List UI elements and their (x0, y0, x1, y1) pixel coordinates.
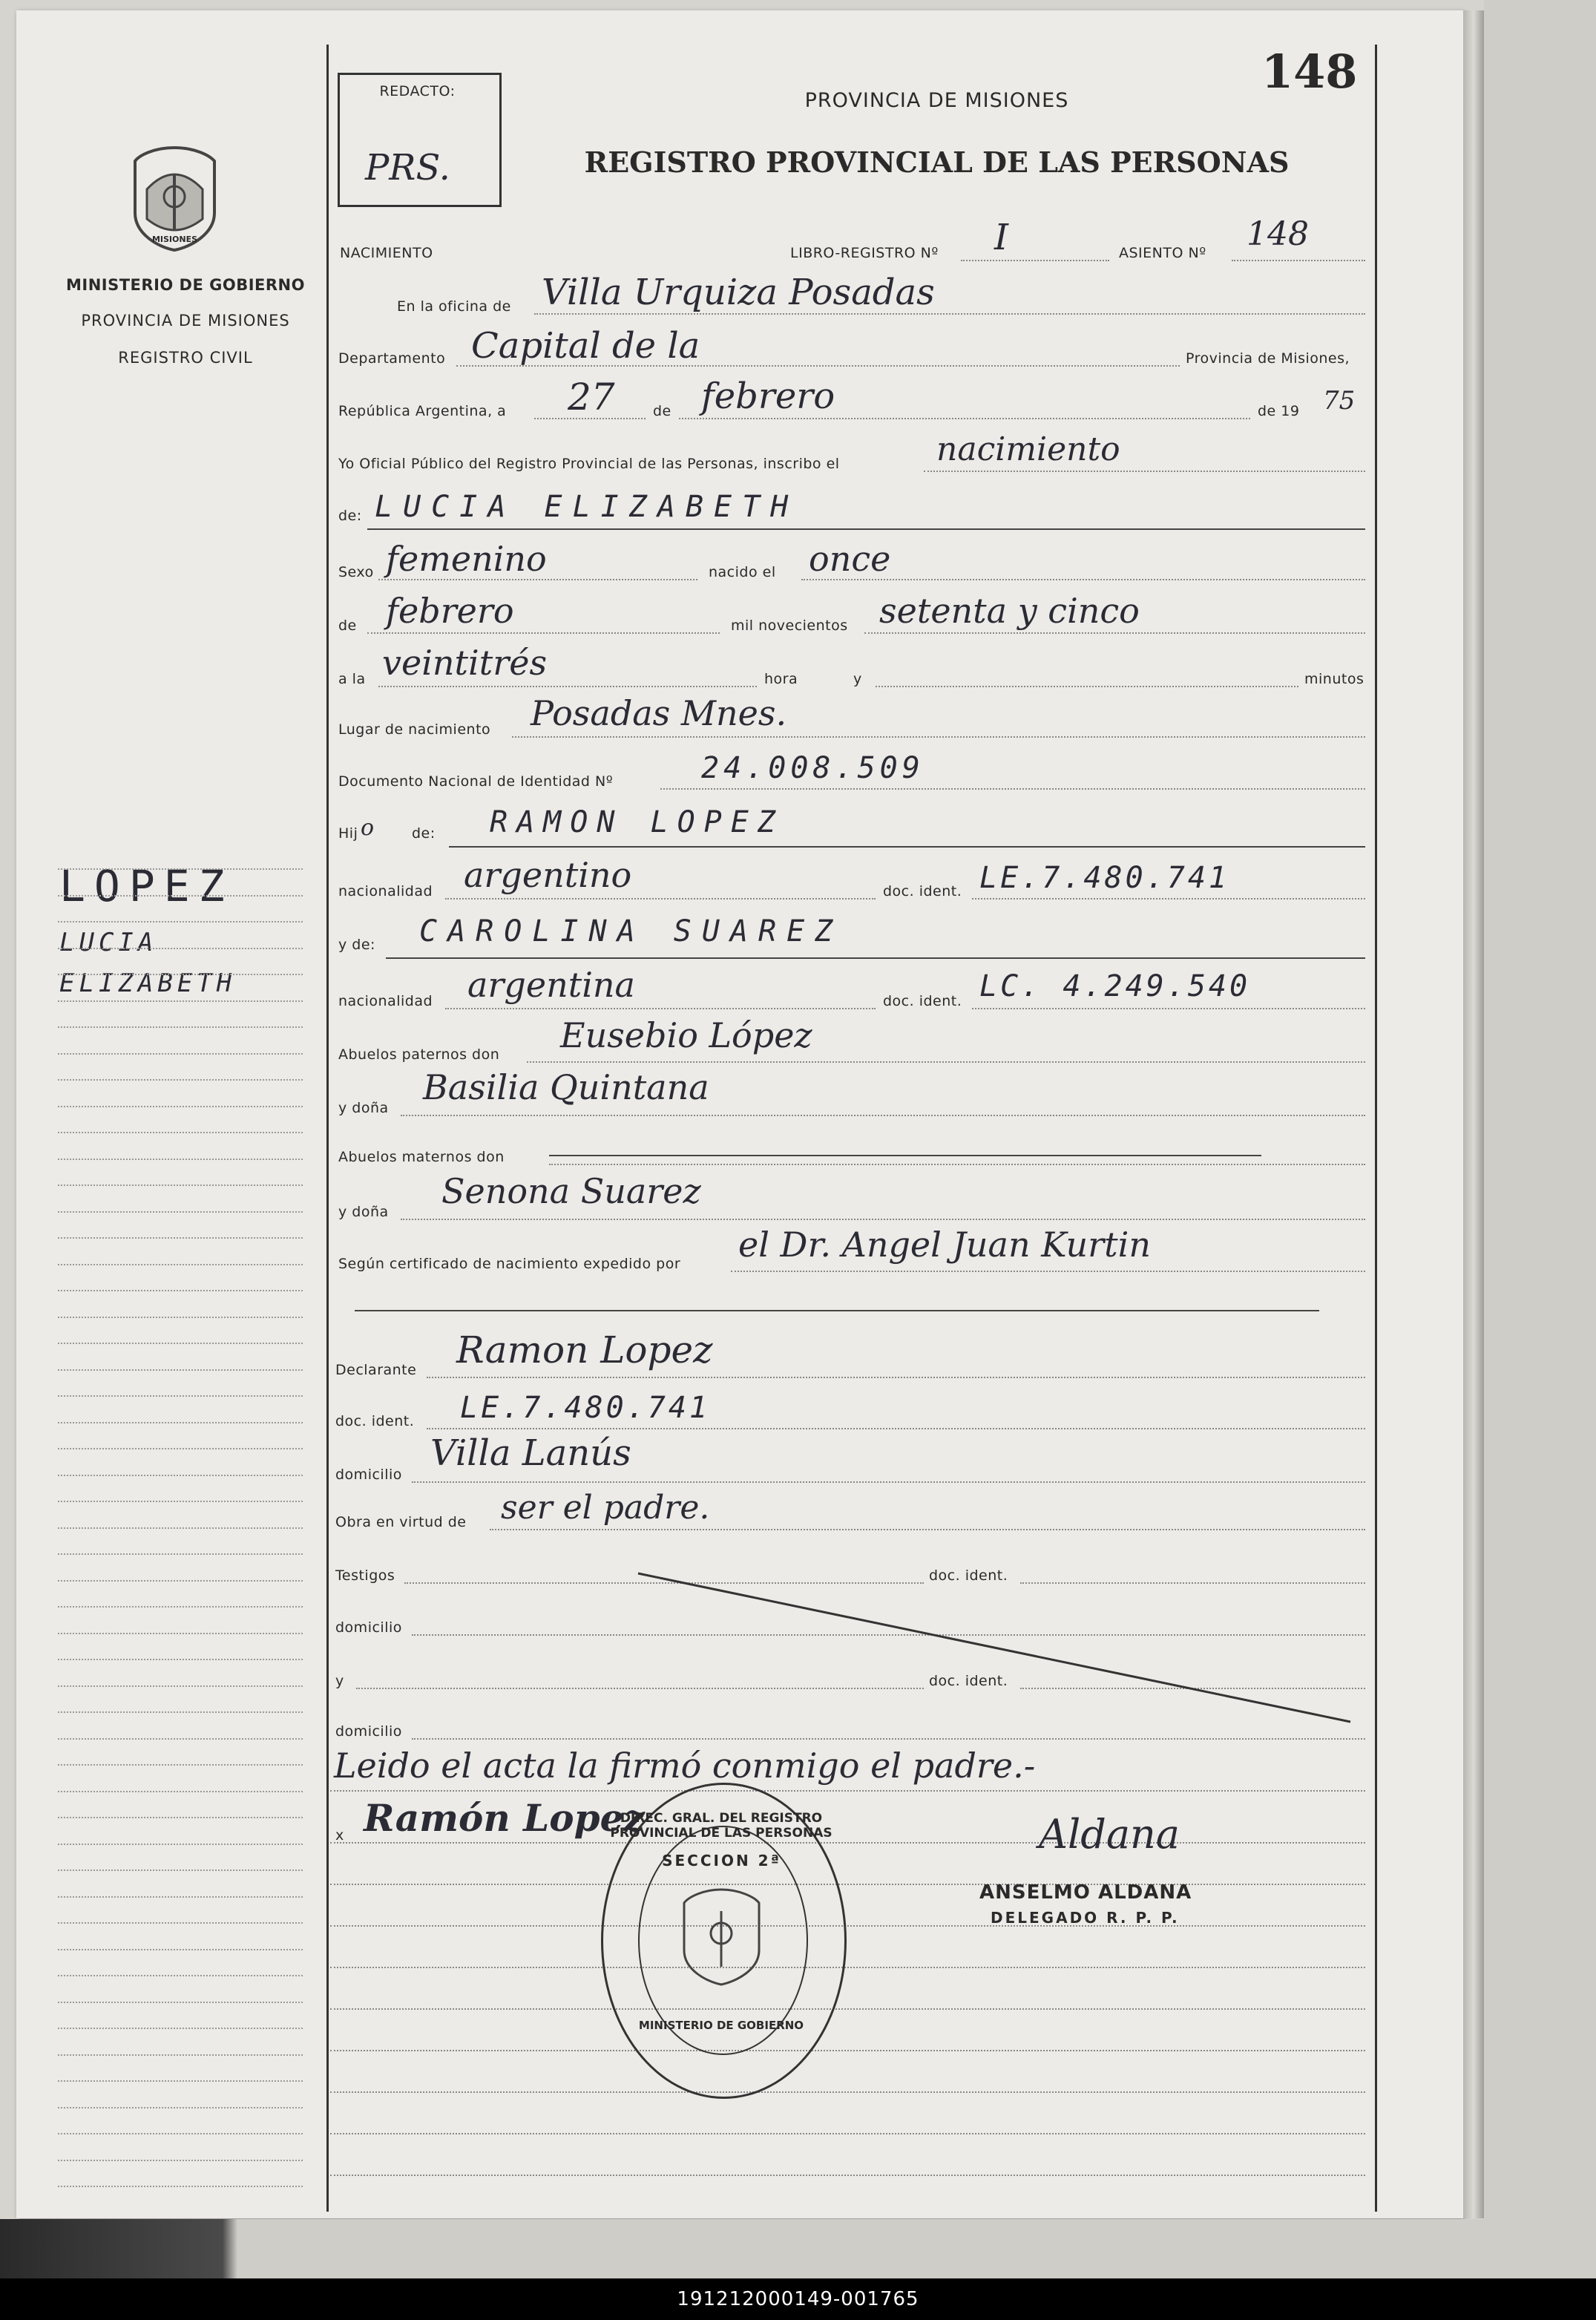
y2-label: y (335, 1673, 344, 1689)
margin-rule-line (58, 1211, 303, 1213)
libro-value: I (994, 217, 1008, 258)
lower-rule-line (330, 1967, 1365, 1968)
nac1-value: argentino (464, 855, 632, 895)
nac2-value: argentina (467, 965, 635, 1005)
margin-rule-line (58, 1159, 303, 1160)
anio-line (864, 632, 1365, 634)
asiento-line (1232, 260, 1365, 261)
lower-rule-line (330, 2008, 1365, 2010)
asiento-label: ASIENTO Nº (1119, 245, 1206, 261)
margin-rule-line (58, 1817, 303, 1818)
madre-line (386, 957, 1365, 959)
stamp-section: SECCION 2ª (662, 1852, 781, 1870)
margin-rule-line (58, 1764, 303, 1766)
margin-rule-line (58, 1475, 303, 1476)
de-label: de (653, 403, 671, 419)
domicilio-value: Villa Lanús (430, 1432, 631, 1474)
oficial-line (924, 471, 1365, 472)
lower-rule-line (330, 2175, 1365, 2176)
dni-value: 24.008.509 (701, 751, 925, 785)
departamento-value: Capital de la (471, 325, 700, 367)
nacimiento-label: NACIMIENTO (340, 245, 433, 261)
margin-rule-line (58, 1290, 303, 1291)
ab-pat-value: Eusebio López (560, 1015, 812, 1055)
nac1-label: nacionalidad (338, 883, 433, 900)
strike-line (326, 1551, 1380, 1744)
hora-value: veintitrés (382, 643, 548, 683)
anio-value: setenta y cinco (879, 591, 1140, 631)
nac2-label: nacionalidad (338, 993, 433, 1009)
margin-rule-line (58, 1106, 303, 1107)
margin-rule-line (58, 1026, 303, 1028)
margin-rule-line (58, 1000, 303, 1002)
lower-rule-line (330, 1925, 1365, 1927)
margin-rule-line (58, 2080, 303, 2082)
margin-rule-line (58, 1343, 303, 1344)
margin-rule-line (58, 1448, 303, 1449)
registry-title: REGISTRO PROVINCIAL DE LAS PERSONAS (584, 145, 1290, 179)
day-value: 27 (568, 376, 615, 419)
y-dona2-line (401, 1219, 1365, 1220)
dni-label: Documento Nacional de Identidad Nº (338, 773, 614, 790)
margin-rule-line (58, 1870, 303, 1871)
redacto-label: REDACTO: (379, 83, 456, 99)
dni-line (660, 788, 1365, 790)
de2-label: de (338, 617, 357, 634)
republica-label: República Argentina, a (338, 403, 507, 419)
oficial-value: nacimiento (936, 430, 1120, 468)
lower-rule-line (330, 2091, 1365, 2093)
leido-line (330, 1790, 1365, 1792)
sexo-label: Sexo (338, 564, 374, 580)
obra-value: ser el padre. (501, 1489, 710, 1527)
page-edge (1463, 10, 1484, 2218)
margin-rule-line (58, 1237, 303, 1239)
doc2-label: doc. ident. (883, 993, 962, 1009)
name-line (367, 528, 1365, 530)
margin-rule-line (58, 2054, 303, 2056)
hij-de-label: de: (412, 825, 436, 842)
month-value: febrero (701, 376, 835, 417)
margin-surname: LOPEZ (59, 861, 234, 911)
hora-label: hora (764, 671, 798, 687)
margin-rule-line (58, 1659, 303, 1660)
nac2-line (445, 1008, 876, 1009)
y-dona1-line (401, 1115, 1365, 1116)
year-suffix: 75 (1323, 386, 1356, 416)
oficina-label: En la oficina de (397, 298, 511, 315)
domicilio2-label: domicilio (335, 1619, 402, 1636)
margin-rule-line (58, 948, 303, 949)
margin-rule-line (58, 1580, 303, 1582)
mes2-value: febrero (386, 591, 514, 631)
ab-mat-line (549, 1155, 1261, 1156)
margin-rule-line (58, 1949, 303, 1950)
leido-value: Leido el acta la firmó conmigo el padre.- (334, 1746, 1036, 1786)
stamp-ministerio: MINISTERIO DE GOBIERNO (638, 2019, 804, 2032)
oficina-line (534, 313, 1365, 315)
margin-rule-line (58, 868, 303, 870)
margin-rule-line (58, 1184, 303, 1186)
hij-suffix: o (361, 815, 375, 841)
libro-label: LIBRO-REGISTRO Nº (790, 245, 939, 261)
segun-value: el Dr. Angel Juan Kurtin (738, 1225, 1151, 1265)
margin-rule-line (58, 1501, 303, 1502)
padre-value: RAMON LOPEZ (490, 805, 784, 839)
y-dona1-label: y doña (338, 1100, 389, 1116)
y-dona2-value: Senona Suarez (441, 1171, 701, 1211)
margin-rule-line (58, 1317, 303, 1318)
doc1-value: LE.7.480.741 (979, 861, 1229, 895)
margin-rule-line (58, 2107, 303, 2108)
lower-rule-line (330, 2133, 1365, 2134)
margin-rule-line (58, 1606, 303, 1608)
page-bottom-shadow (0, 2219, 1596, 2278)
domicilio-label: domicilio (335, 1467, 402, 1483)
mil-label: mil novecientos (731, 617, 848, 634)
margin-rule-line (58, 1527, 303, 1529)
declarante-line (427, 1377, 1365, 1378)
margin-rule-line (58, 1132, 303, 1133)
margin-rule-line (58, 1553, 303, 1555)
margin-rule-line (58, 1738, 303, 1740)
y-dona1-value: Basilia Quintana (423, 1067, 709, 1107)
margin-rule-line (58, 1896, 303, 1898)
doc3-value: LE.7.480.741 (460, 1391, 710, 1425)
segun-end-line (355, 1310, 1319, 1311)
firma-value: Ramón Lopez (364, 1796, 645, 1840)
doc5-label: doc. ident. (929, 1673, 1008, 1689)
doc2-value: LC. 4.249.540 (979, 969, 1251, 1003)
oficina-value: Villa Urquiza Posadas (542, 272, 935, 313)
margin-rule-line (58, 921, 303, 923)
segun-label: Según certificado de nacimiento expedido por (338, 1256, 681, 1272)
margin-rule-line (58, 1053, 303, 1055)
seal-text: MISIONES (151, 235, 198, 244)
minutos-label: minutos (1304, 671, 1365, 687)
domicilio3-label: domicilio (335, 1723, 402, 1740)
madre-value: CAROLINA SUAREZ (419, 914, 844, 948)
domicilio-line (412, 1481, 1365, 1483)
nac1-line (445, 898, 876, 900)
margin-rule-line (58, 1369, 303, 1371)
margin-rule-line (58, 2186, 303, 2187)
declarante-label: Declarante (335, 1362, 417, 1378)
y-de-label: y de: (338, 937, 375, 953)
ministry-registry: REGISTRO CIVIL (118, 349, 253, 367)
margin-rule-line (58, 1711, 303, 1713)
stamp-crest-icon (675, 1885, 768, 1989)
declarante-value: Ramon Lopez (456, 1328, 713, 1372)
margin-rule-line (58, 2160, 303, 2161)
ministry-title: MINISTERIO DE GOBIERNO (66, 276, 305, 294)
minutos-line (876, 686, 1298, 687)
redacto-value: PRS. (365, 147, 450, 189)
official-signature: Aldana (1039, 1811, 1180, 1858)
margin-rule-line (58, 974, 303, 975)
libro-line (961, 260, 1109, 261)
margin-rule-line (58, 1685, 303, 1687)
lugar-label: Lugar de nacimiento (338, 721, 491, 738)
doc1-line (972, 898, 1365, 900)
testigos-label: Testigos (335, 1567, 395, 1584)
margin-firstname: LUCIA (59, 928, 158, 957)
footer-id: 191212000149-001765 (0, 2278, 1596, 2320)
margin-rule-line (58, 2028, 303, 2029)
obra-label: Obra en virtud de (335, 1514, 467, 1530)
doc1-label: doc. ident. (883, 883, 962, 900)
hij-label: Hij (338, 825, 358, 842)
lower-rule-line (330, 1884, 1365, 1885)
lugar-value: Posadas Mnes. (531, 693, 787, 733)
ab-mat-dots (549, 1164, 1365, 1165)
oficial-label: Yo Oficial Público del Registro Provincial de las Personas, inscribo el (338, 456, 840, 472)
y-dona2-label: y doña (338, 1204, 389, 1220)
name-value: LUCIA ELIZABETH (375, 490, 799, 524)
ab-pat-label: Abuelos paternos don (338, 1046, 500, 1063)
margin-rule-line (58, 1079, 303, 1081)
margin-rule-line (58, 1264, 303, 1265)
province-title: PROVINCIA DE MISIONES (804, 89, 1069, 112)
page-number: 148 (1261, 45, 1358, 99)
margin-rule-line (58, 2002, 303, 2003)
margin-rule-line (58, 1922, 303, 1924)
margin-rule-line (58, 1422, 303, 1423)
background-right (1484, 0, 1596, 2320)
lower-rule-line (330, 2050, 1365, 2051)
provincia-label: Provincia de Misiones, (1186, 350, 1350, 367)
right-border (1375, 45, 1377, 2212)
nacido-label: nacido el (709, 564, 776, 580)
departamento-label: Departamento (338, 350, 446, 367)
obra-line (490, 1529, 1365, 1530)
nacido-value: once (809, 539, 891, 579)
margin-rule-line (58, 895, 303, 897)
name-label: de: (338, 508, 362, 524)
doc2-line (972, 1008, 1365, 1009)
a-la-label: a la (338, 671, 366, 687)
sexo-line (378, 579, 697, 580)
margin-rule-line (58, 1844, 303, 1845)
margin-rule-line (58, 2133, 303, 2134)
stamp-outer-text: DIREC. GRAL. DEL REGISTRO PROVINCIAL DE LAS PERSONAS (610, 1811, 833, 1841)
y-label: y (853, 671, 862, 687)
month-line (679, 418, 1250, 419)
mes2-line (367, 632, 720, 634)
margin-middlename: ELIZABETH (59, 969, 237, 998)
margin-rule-line (58, 1791, 303, 1792)
year-prefix: de 19 (1258, 403, 1300, 419)
lugar-line (512, 736, 1365, 738)
official-name: ANSELMO ALDANA (979, 1881, 1192, 1904)
padre-line (449, 846, 1365, 848)
lower-rule-line (330, 1842, 1365, 1844)
nacido-line (801, 579, 1365, 580)
ministry-province: PROVINCIA DE MISIONES (81, 312, 290, 330)
official-title: DELEGADO R. P. P. (991, 1909, 1180, 1927)
column-divider (326, 45, 329, 2212)
ab-pat-line (527, 1061, 1365, 1063)
asiento-value: 148 (1247, 215, 1309, 253)
doc4-label: doc. ident. (929, 1567, 1008, 1584)
sexo-value: femenino (386, 539, 547, 579)
margin-rule-line (58, 1975, 303, 1976)
x-label: x (335, 1827, 344, 1844)
ab-mat-label: Abuelos maternos don (338, 1149, 505, 1165)
segun-line (731, 1271, 1365, 1272)
hora-line (378, 686, 757, 687)
margin-rule-line (58, 1395, 303, 1397)
doc3-label: doc. ident. (335, 1413, 415, 1429)
margin-rule-line (58, 1633, 303, 1634)
doc3-line (427, 1428, 1365, 1429)
